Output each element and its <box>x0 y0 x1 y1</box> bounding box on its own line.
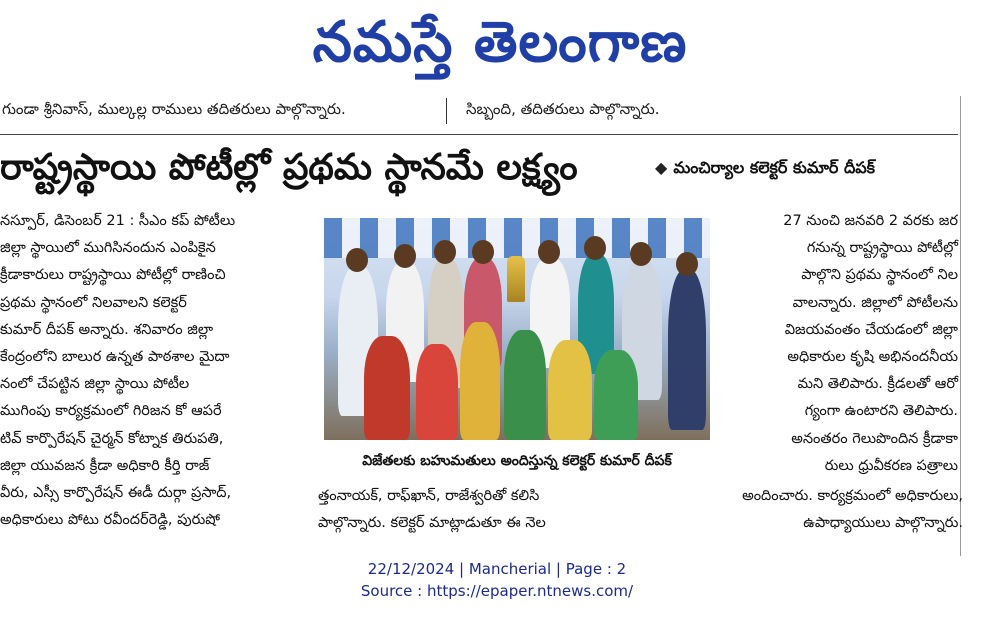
column-line: వాలన్నారు. జిల్లాలో పోటీలను <box>792 294 958 311</box>
column-line: ప్రథమ స్థానంలో నిలవాలని కలెక్టర్ <box>0 294 187 311</box>
column-line: గ్యంగా ఉంటారని తెలిపారు. <box>804 403 958 420</box>
photo-figure-head <box>630 242 652 266</box>
article-headline: రాష్ట్రస్థాయి పోటీల్లో ప్రథమ స్థానమే లక్ష్యం <box>0 147 578 188</box>
column-line: మని తెలిపారు. క్రీడలతో ఆరో <box>797 376 958 393</box>
article-photo <box>324 218 710 440</box>
photo-figure <box>416 344 458 440</box>
column-line: అందించారు. కార్యక్రమంలో అధికారులు, <box>742 488 963 504</box>
column-line: వీరు, ఎస్సీ కార్పొరేషన్ ఈడీ దుర్గా ప్రసాద్, <box>0 485 232 502</box>
trophy-icon <box>507 256 525 302</box>
photo-figure-head <box>346 248 368 272</box>
newspaper-masthead: నమస్తే తెలంగాణ <box>312 10 688 75</box>
column-line: రులు ధ్రువీకరణ పత్రాలు <box>824 457 958 474</box>
photo-figure-head <box>394 244 416 268</box>
section-rule <box>0 134 958 135</box>
column-line: 27 నుంచి జనవరి 2 వరకు జర <box>783 213 958 229</box>
photo-figure <box>594 350 638 440</box>
photo-caption: విజేతలకు బహుమతులు అందిస్తున్న కలెక్టర్ కుమార్ దీపక్ <box>362 453 672 469</box>
photo-figure-head <box>434 240 456 264</box>
column-line: కుమార్ దీపక్ అన్నారు. శనివారం జిల్లా <box>0 321 214 338</box>
column-line: గనున్న రాష్ట్రస్థాయి పోటీల్లో <box>806 240 958 257</box>
page-date-edition: 22/12/2024 | Mancherial | Page : 2 <box>367 560 627 578</box>
column-line: జిల్లా స్థాయిలో ముగిసినందున ఎంపికైన <box>0 240 216 257</box>
photo-backdrop <box>324 218 710 258</box>
column-line: పాల్గొని ప్రథమ స్థానంలో నిల <box>801 267 958 284</box>
photo-figure-head <box>676 252 698 276</box>
article-column-right <box>718 208 958 480</box>
column-line: ముగింపు కార్యక్రమంలో గిరిజన కో ఆపరే <box>0 403 222 420</box>
byline-text: మంచిర్యాల కలెక్టర్ కుమార్ దీపక్ <box>673 158 875 177</box>
column-line: క్రీడాకారులు రాష్ట్రస్థాయి పోటీల్లో రాణించి <box>0 267 226 284</box>
bullet-icon: ◆ <box>655 158 668 177</box>
column-line: కేంద్రంలోని బాలుర ఉన్నత పాఠశాల మైదా <box>0 349 230 366</box>
column-line: నంలో చేపట్టిన జిల్లా స్థాయి పోటీల <box>0 376 190 393</box>
article-column-middle <box>318 483 663 537</box>
photo-figure <box>504 330 546 440</box>
column-line: జిల్లా యువజన క్రీడా అధికారి కీర్తి రాజ్ <box>0 457 210 474</box>
photo-figure-head <box>472 240 494 264</box>
column-line: నస్పూర్, డిసెంబర్ 21 : సీఎం కప్ పోటీలు <box>0 213 236 229</box>
photo-figure <box>668 270 706 430</box>
column-line: విజయవంతం చేయడంలో జిల్లా <box>784 321 958 338</box>
source-url[interactable]: Source : https://epaper.ntnews.com/ <box>360 582 634 600</box>
column-line: అనంతరం గెలుపొందిన క్రీడాకా <box>791 430 958 447</box>
photo-figure <box>460 322 500 440</box>
column-line: త్తంనాయక్, రాఫ్‌ఖాన్, రాజేశ్వరితో కలిసి <box>318 488 540 504</box>
photo-figure-head <box>584 236 606 260</box>
photo-figure <box>548 340 592 440</box>
column-divider <box>446 98 447 124</box>
photo-figure-head <box>538 240 560 264</box>
previous-article-tail-right: సిబ్బంది, తదితరులు పాల్గొన్నారు. <box>466 100 660 118</box>
article-column-bottom-right <box>663 483 963 537</box>
photo-figure <box>364 336 410 440</box>
column-line: అధికారుల కృషి అభినందనీయ <box>787 349 958 366</box>
column-line: టివ్ కార్పొరేషన్ చైర్మన్ కోట్నాక తిరుపతి, <box>0 430 224 447</box>
article-byline <box>655 158 875 181</box>
column-line: పాల్గొన్నారు. కలెక్టర్ మాట్లాడుతూ ఈ నెల <box>318 515 546 532</box>
previous-article-tail-left: గుండా శ్రీనివాస్, ముల్కల్ల రాములు తదితరులు పాల్గొన్నారు. <box>2 100 346 118</box>
article-column-left <box>0 208 312 534</box>
column-line: అధికారులు పోటు రవీందర్‌రెడ్డి, పురుషో <box>0 512 220 529</box>
column-line: ఉపాధ్యాయులు పాల్గొన్నారు. <box>803 515 963 532</box>
